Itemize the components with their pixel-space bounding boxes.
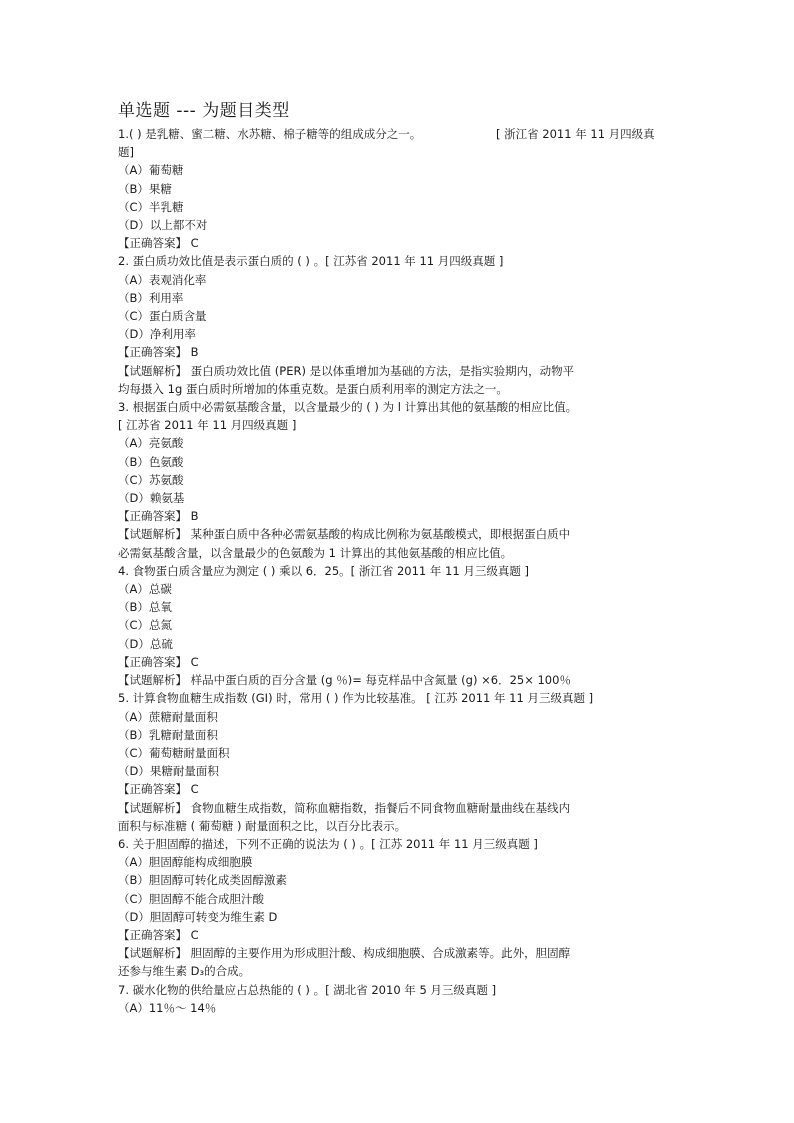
option-c: （C）半乳糖 — [118, 199, 184, 214]
correct-answer: 【正确答案】 C — [118, 654, 199, 669]
answer-explanation: 【试题解析】 食物血糖生成指数，简称血糖指数，指餐后不同食物血糖耐量曲线在基线内 — [118, 800, 571, 815]
answer-explanation: 【试题解析】 某种蛋白质中各种必需氨基酸的构成比例称为氨基酸模式，即根据蛋白质中 — [118, 527, 571, 542]
option-a: （A）亮氨酸 — [118, 436, 184, 451]
answer-explanation-continued: 面积与标准糖 ( 葡萄糖 ) 耐量面积之比，以百分比表示。 — [118, 818, 407, 833]
question-stem — [118, 125, 663, 143]
option-b: （B）利用率 — [118, 290, 184, 305]
option-a: （A）胆固醇能构成细胞膜 — [118, 855, 253, 870]
option-c: （C）蛋白质含量 — [118, 309, 207, 324]
answer-explanation-continued: 还参与维生素 D₃的合成。 — [118, 964, 251, 979]
option-a: （A）葡萄糖 — [118, 163, 184, 178]
option-c: （C）总氮 — [118, 618, 173, 633]
option-d: （D）总硫 — [118, 636, 173, 651]
correct-answer: 【正确答案】 B — [118, 345, 199, 360]
answer-explanation: 【试题解析】 蛋白质功效比值 (PER) 是以体重增加为基础的方法，是指实验期内，动物平 — [118, 363, 575, 378]
question-stem: 4. 食物蛋白质含量应为测定 ( ) 乘以 6．25。[ 浙江省 2011 年 11 月三级真题 ] — [118, 563, 529, 578]
option-c: （C）葡萄糖耐量面积 — [118, 745, 230, 760]
correct-answer: 【正确答案】 C — [118, 927, 199, 942]
option-c: （C）苏氨酸 — [118, 472, 184, 487]
option-d: （D）胆固醇可转变为维生素 D — [118, 909, 278, 924]
correct-answer: 【正确答案】 B — [118, 509, 199, 524]
option-c: （C）胆固醇不能合成胆汁酸 — [118, 891, 265, 906]
option-d: （D）以上都不对 — [118, 218, 208, 233]
question-stem: 5. 计算食物血糖生成指数 (GI) 时，常用 ( ) 作为比较基准。 [ 江苏 2011 年 11 月三级真题 ] — [118, 691, 594, 706]
option-a: （A）表观消化率 — [118, 272, 207, 287]
question-text: 1.( ) 是乳糖、蜜二糖、水苏糖、棉子糖等的组成成分之一。 — [118, 127, 422, 141]
option-a: （A）11％～ 14％ — [118, 1000, 217, 1015]
answer-explanation-continued: 均每摄入 1g 蛋白质时所增加的体重克数。是蛋白质利用率的测定方法之一。 — [118, 381, 508, 396]
question-stem: 3. 根据蛋白质中必需氨基酸含量，以含量最少的 ( ) 为 l 计算出其他的氨基酸的相应比值。 — [118, 400, 578, 415]
option-a: （A）总碳 — [118, 582, 172, 597]
option-d: （D）净利用率 — [118, 327, 196, 342]
option-b: （B）乳糖耐量面积 — [118, 727, 218, 742]
question-stem: 6. 关于胆固醇的描述，下列不正确的说法为 ( ) 。[ 江苏 2011 年 11 月三级真题 ] — [118, 836, 538, 851]
option-b: （B）总氧 — [118, 600, 172, 615]
option-b: （B）色氨酸 — [118, 454, 184, 469]
page-title: 单选题 --- 为题目类型 — [118, 101, 290, 121]
answer-explanation: 【试题解析】 样品中蛋白质的百分含量 (g ％)= 每克样品中含氮量 (g) ×6．25× 100％ — [118, 673, 571, 688]
question-stem-continued: 题] — [118, 145, 134, 160]
question-source: [ 浙江省 2011 年 11 月四级真 — [496, 127, 655, 141]
answer-explanation: 【试题解析】 胆固醇的主要作用为形成胆汁酸、构成细胞膜、合成激素等。此外，胆固醇 — [118, 946, 571, 961]
option-b: （B）胆固醇可转化成类固醇激素 — [118, 873, 287, 888]
option-b: （B）果糖 — [118, 181, 172, 196]
correct-answer: 【正确答案】 C — [118, 782, 199, 797]
question-stem: 2. 蛋白质功效比值是表示蛋白质的 ( ) 。[ 江苏省 2011 年 11 月四级真题 ] — [118, 254, 504, 269]
option-d: （D）果糖耐量面积 — [118, 764, 219, 779]
option-d: （D）赖氨基 — [118, 491, 185, 506]
question-stem: 7. 碳水化物的供给量应占总热能的 ( ) 。[ 湖北省 2010 年 5 月三级真题 ] — [118, 982, 497, 997]
question-stem-continued: [ 江苏省 2011 年 11 月四级真题 ] — [118, 418, 297, 433]
correct-answer: 【正确答案】 C — [118, 236, 199, 251]
answer-explanation-continued: 必需氨基酸含量，以含量最少的色氨酸为 1 计算出的其他氨基酸的相应比值。 — [118, 545, 513, 560]
option-a: （A）蔗糖耐量面积 — [118, 709, 218, 724]
question-list — [118, 100, 663, 1017]
